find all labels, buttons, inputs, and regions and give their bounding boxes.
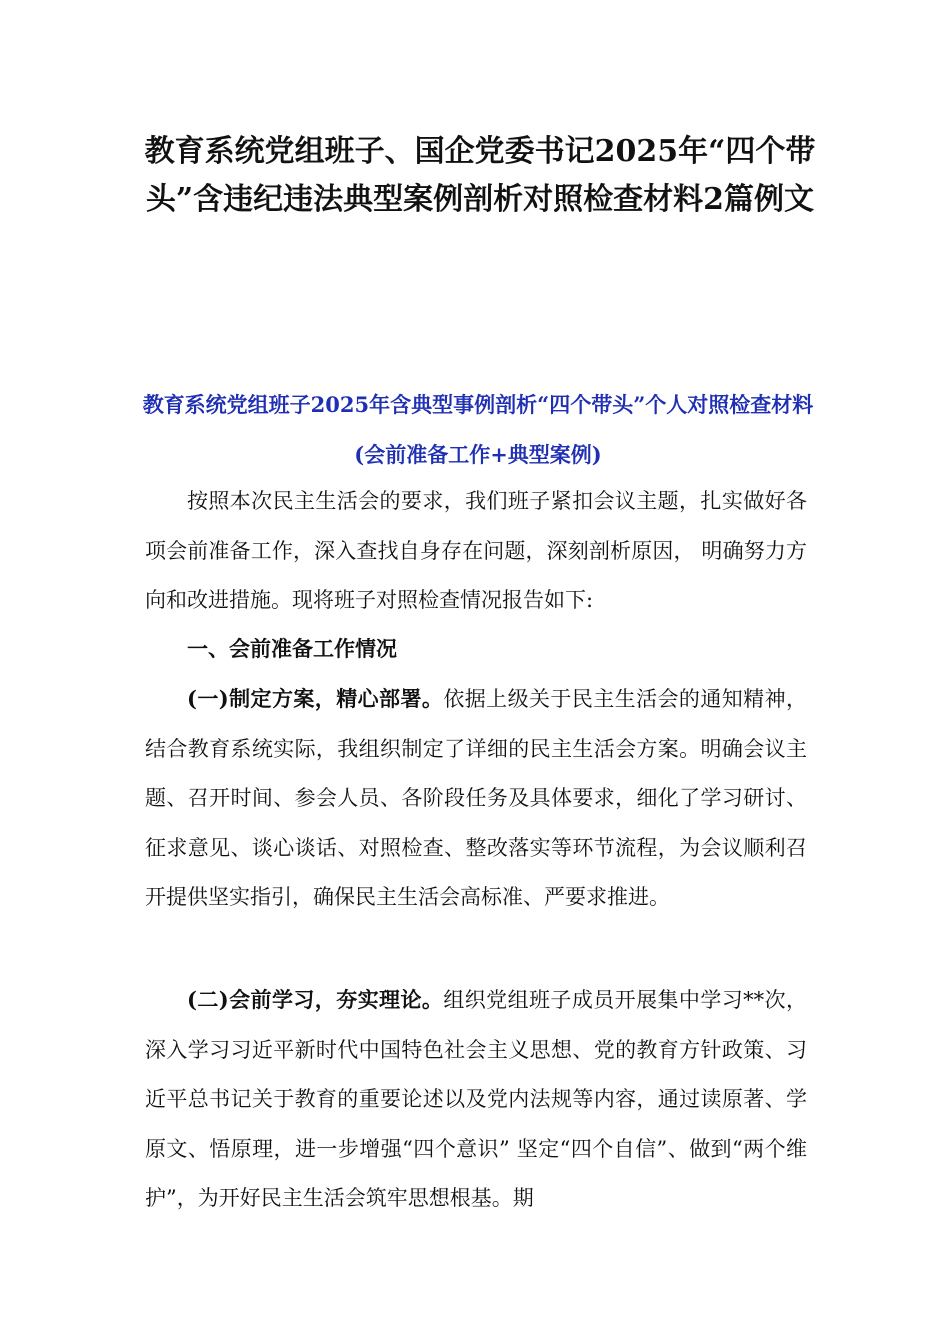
paragraph-item-2 — [145, 975, 807, 1224]
intro-paragraph: 按照本次民主生活会的要求，我们班子紧扣会议主题，扎实做好各项会前准备工作，深入查找自身存在问题，深刻剖析原因， 明确努力方向和改进措施。现将班子对照检查情况报告如下: — [145, 489, 807, 612]
paragraph-item-1 — [145, 674, 807, 923]
document-subtitle: 教育系统党组班子2025年含典型事例剖析“四个带头”个人对照检查材料(会前准备工作+典型案例) — [142, 392, 814, 467]
item-1-text: 依据上级关于民主生活会的通知精神，结合教育系统实际，我组织制定了详细的民主生活会方案。明确会议主题、召开时间、参会人员、各阶段任务及具体要求，细化了学习研讨、征求意见、谈心谈话、对照检查、整改落实等环节流程，为会议顺利召开提供坚实指引，确保民主生活会高标准、严要求推进。 — [145, 687, 808, 909]
item-2-lead: (二)会前学习，夯实理论。 — [187, 987, 444, 1012]
document-title: 教育系统党组班子、国企党委书记2025年“四个带头”含违纪违法典型案例剖析对照检查材料2篇例文 — [144, 134, 816, 217]
item-1-lead: (一)制定方案，精心部署。 — [187, 686, 444, 711]
section-heading-1: 一、会前准备工作情况 — [187, 636, 397, 661]
item-2-text: 组织党组班子成员开展集中学习**次，深入学习习近平新时代中国特色社会主义思想、党的教育方针政策、习近平总书记关于教育的重要论述以及党内法规等内容，通过读原著、学原文、悟原理，进一步增强“四个意识” 坚定“四个自信”、做到“两个维护”，为开好民主生活会筑牢思想根基。期 — [145, 988, 808, 1210]
